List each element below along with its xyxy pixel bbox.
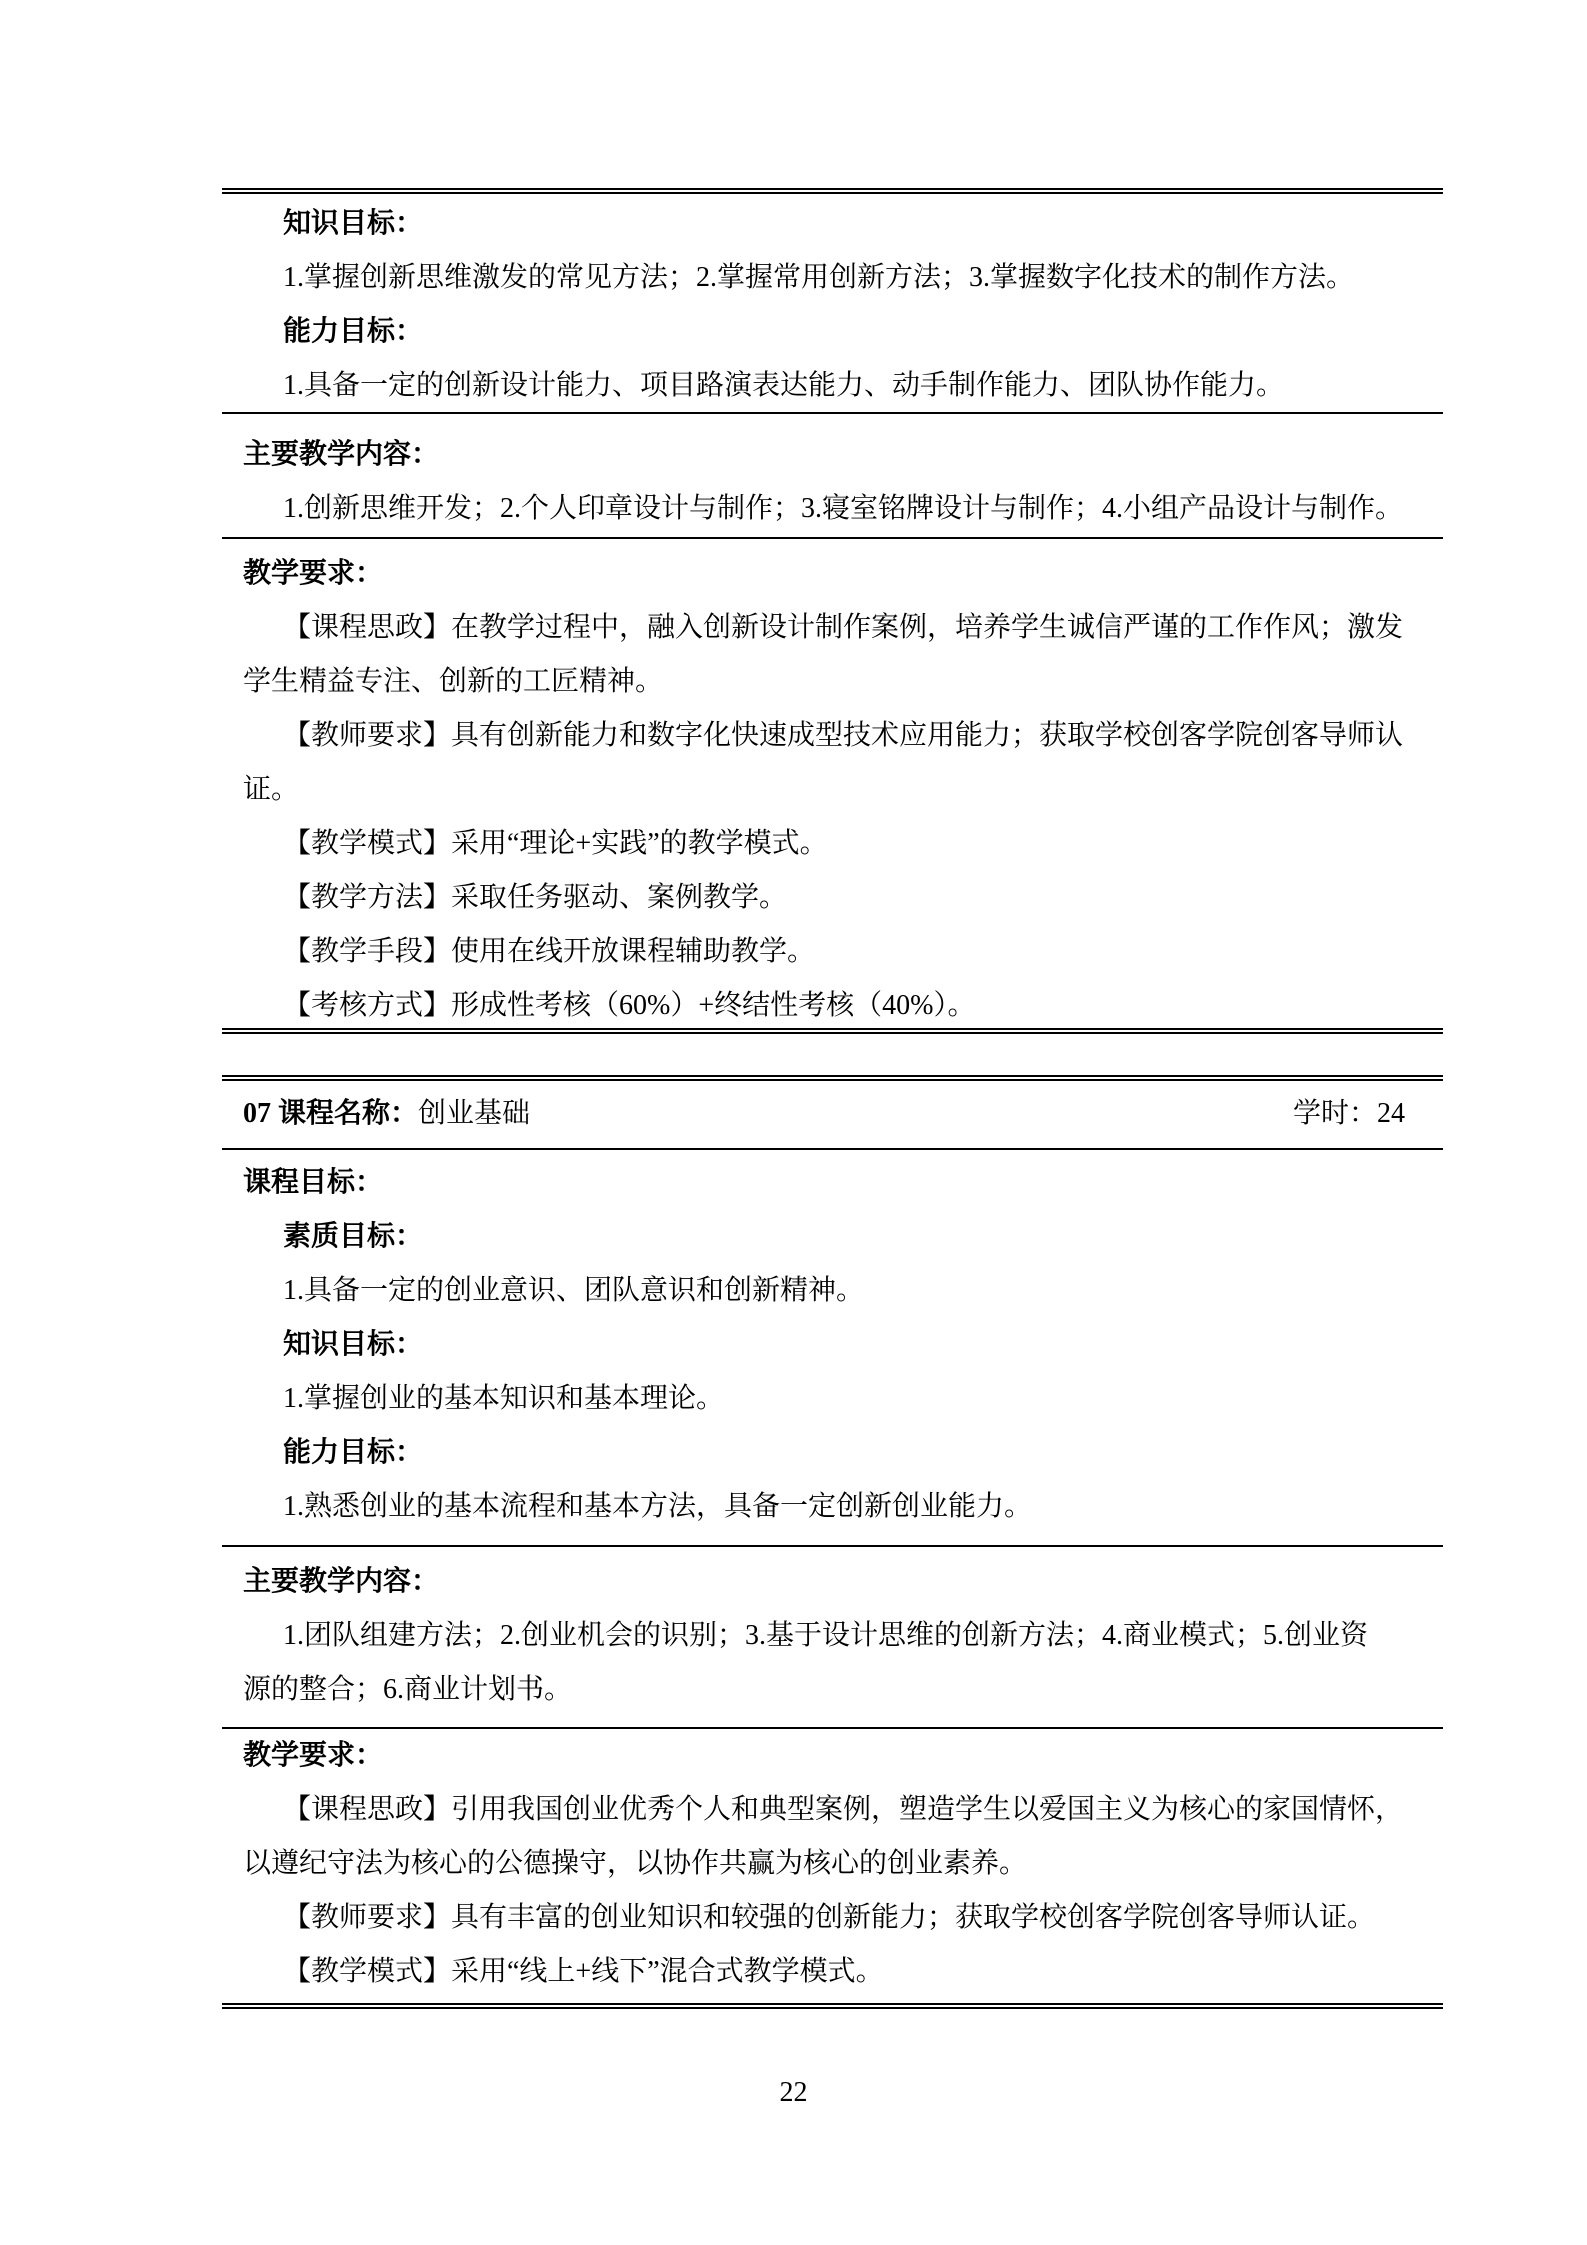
quality-objectives-item: 1.具备一定的创业意识、团队意识和创新精神。 [283,1275,865,1306]
course07-section [222,1075,1443,2009]
ability-objectives-heading: 能力目标： [283,316,424,347]
teaching-requirements-heading: 教学要求： [243,1740,384,1771]
teaching-mode-line: 【教学模式】采用“线上+线下”混合式教学模式。 [283,1956,884,1987]
previous-course-teaching-requirements-row [222,537,1443,1028]
teaching-content-item: 1.创新思维开发；2.个人印章设计与制作；3.寝室铭牌设计与制作；4.小组产品设计与制作。 [283,493,1404,524]
ability-objectives-heading: 能力目标： [283,1437,424,1468]
course-hours-value: 24 [1377,1098,1405,1129]
knowledge-objectives-heading: 知识目标： [283,208,424,239]
knowledge-objectives-item: 1.掌握创新思维激发的常见方法；2.掌握常用创新方法；3.掌握数字化技术的制作方法。 [283,262,1355,293]
course-hours-label: 学时： [1292,1098,1377,1129]
assessment-mode-line: 【考核方式】形成性考核（60%）+终结性考核（40%）。 [283,990,976,1021]
course-title-line [243,1087,1433,1141]
previous-course-section [222,188,1443,1034]
course-ideology-line-1: 【课程思政】引用我国创业优秀个人和典型案例，塑造学生以爱国主义为核心的家国情怀， [283,1794,1404,1825]
teaching-content-line-1: 1.团队组建方法；2.创业机会的识别；3.基于设计思维的创新方法；4.商业模式；5.创业资 [283,1620,1369,1651]
teacher-requirement-line-1: 【教师要求】具有创新能力和数字化快速成型技术应用能力；获取学校创客学院创客导师认 [283,720,1404,751]
knowledge-objectives-heading: 知识目标： [283,1329,424,1360]
teaching-mode-line: 【教学模式】采用“理论+实践”的教学模式。 [283,828,828,859]
ability-objectives-item: 1.熟悉创业的基本流程和基本方法，具备一定创新创业能力。 [283,1491,1033,1522]
course-title-left [243,1087,530,1141]
teacher-requirement-line-2: 证。 [243,774,300,805]
teaching-means-line: 【教学手段】使用在线开放课程辅助教学。 [283,936,816,967]
teaching-content-line-2: 源的整合；6.商业计划书。 [243,1674,573,1705]
course-ideology-line-2: 学生精益专注、创新的工匠精神。 [243,666,664,697]
previous-course-teaching-content-row [222,412,1443,537]
knowledge-objectives-item: 1.掌握创业的基本知识和基本理论。 [283,1383,725,1414]
course-hours [1293,1087,1405,1141]
course-title-row [222,1081,1443,1148]
course-objectives-row [222,1148,1443,1545]
course-ideology-line-1: 【课程思政】在教学过程中，融入创新设计制作案例，培养学生诚信严谨的工作作风；激发 [283,612,1404,643]
teaching-content-heading: 主要教学内容： [243,439,440,470]
course-teaching-requirements-row [222,1727,1443,2003]
course-number-label: 07 课程名称： [243,1098,419,1129]
page-number: 22 [779,2077,808,2108]
teacher-requirement-line: 【教师要求】具有丰富的创业知识和较强的创新能力；获取学校创客学院创客导师认证。 [283,1902,1376,1933]
teaching-requirements-heading: 教学要求： [243,558,384,589]
teaching-method-line: 【教学方法】采取任务驱动、案例教学。 [283,882,788,913]
previous-course-objectives-row [222,194,1443,412]
quality-objectives-heading: 素质目标： [283,1221,424,1252]
course-objectives-heading: 课程目标： [243,1167,384,1198]
ability-objectives-item: 1.具备一定的创新设计能力、项目路演表达能力、动手制作能力、团队协作能力。 [283,370,1285,401]
teaching-content-heading: 主要教学内容： [243,1566,440,1597]
course-teaching-content-row [222,1545,1443,1727]
course-ideology-line-2: 以遵纪守法为核心的公德操守，以协作共赢为核心的创业素养。 [243,1848,1028,1879]
course-name: 创业基础 [418,1098,531,1129]
